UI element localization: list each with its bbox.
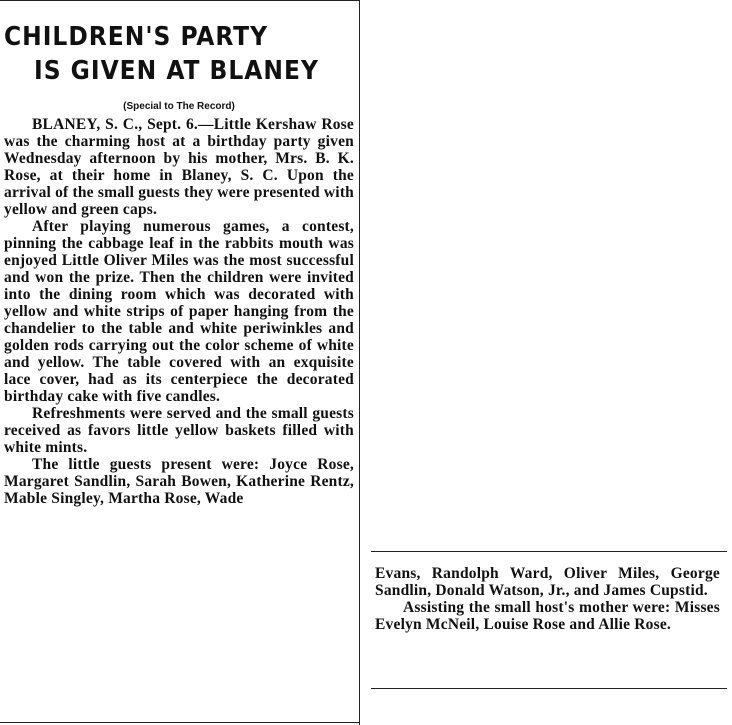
article-body-right: [375, 565, 720, 633]
paragraph: The little guests present were: Joyce Rose, Margaret Sandlin, Sarah Bowen, Katherine Rentz, Mable Singley, Martha Rose, Wade: [4, 456, 354, 507]
paragraph: Assisting the small host's mother were: Misses Evelyn McNeil, Louise Rose and Allie Rose.: [375, 599, 720, 633]
right-box-bottom-rule: [371, 688, 727, 689]
headline-line-2: IS GIVEN AT BLANEY: [34, 56, 319, 86]
right-box-top-rule: [371, 551, 727, 552]
paragraph: BLANEY, S. C., Sept. 6.—Little Kershaw Rose was the charming host at a birthday party given Wednesday afternoon by his mother, Mrs. B. K. Rose, at their home in Blaney, S. C. Upon the arrival of the small guests they were presented with yellow and green caps.: [4, 116, 354, 218]
paragraph: Refreshments were served and the small guests received as favors little yellow baskets filled with white mints.: [4, 405, 354, 456]
headline-line-1: CHILDREN'S PARTY: [4, 22, 269, 52]
left-bottom-rule: [0, 722, 360, 723]
paragraph-continued: Evans, Randolph Ward, Oliver Miles, George Sandlin, Donald Watson, Jr., and James Cupstid.: [375, 565, 720, 599]
article-left-column: [4, 20, 354, 507]
article-body-left: [4, 116, 354, 507]
article-right-column: [375, 565, 720, 633]
top-rule: [0, 0, 360, 1]
paragraph: After playing numerous games, a contest, pinning the cabbage leaf in the rabbits mouth was enjoyed Little Oliver Miles was the most successful and won the prize. Then the children were invited into the dining room which was decorated with yellow and white strips of paper hanging from the chandelier to the table and white periwinkles and golden rods carrying out the color scheme of white and yellow. The table covered with an exquisite lace cover, had as its centerpiece the decorated birthday cake with five candles.: [4, 218, 354, 405]
column-divider: [359, 0, 360, 725]
special-credit: (Special to The Record): [123, 101, 235, 112]
